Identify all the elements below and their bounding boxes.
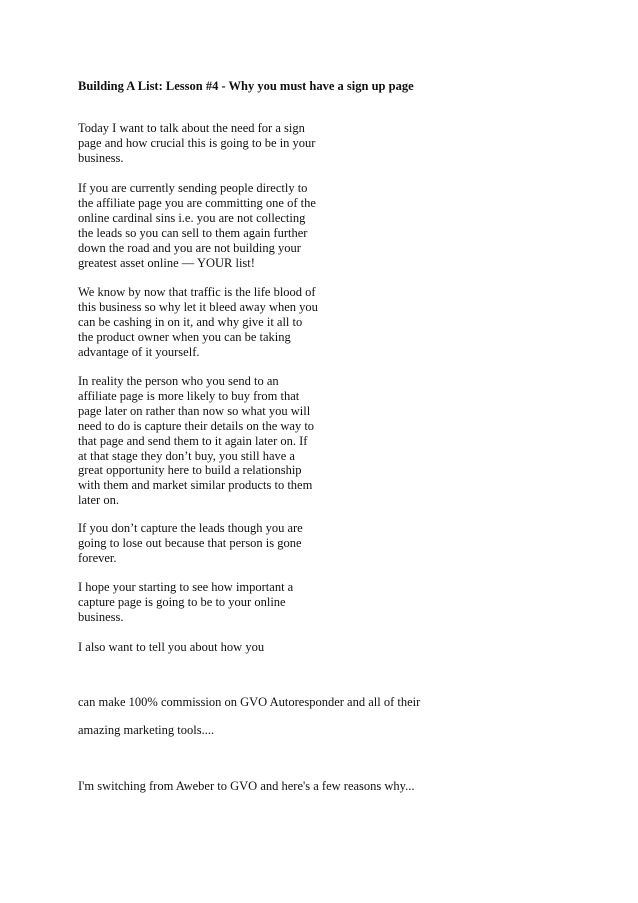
paragraph-line: can make 100% commission on GVO Autoresponder and all of their [78,695,421,709]
paragraph-line: the affiliate page you are committing one of the [78,195,316,210]
paragraph [78,285,318,360]
paragraph-line: advantage of it yourself. [78,344,200,359]
paragraph-line: greatest asset online — YOUR list! [78,255,255,270]
paragraph [78,695,420,710]
paragraph-line: going to lose out because that person is gone [78,535,302,550]
paragraph-line: online cardinal sins i.e. you are not collecting [78,210,306,225]
paragraph-line: We know by now that traffic is the life blood of [78,285,316,299]
paragraph-line: capture page is going to be to your online [78,594,286,609]
paragraph-line: I hope your starting to see how important a [78,580,294,594]
paragraph-line: amazing marketing tools.... [78,723,215,737]
paragraph [78,121,315,166]
paragraph-line: business. [78,150,124,165]
paragraph-line: In reality the person who you send to an [78,374,279,388]
paragraph [78,374,314,508]
paragraph [78,723,214,738]
paragraph-line: great opportunity here to build a relationship [78,463,302,478]
paragraph-line: business. [78,609,124,624]
paragraph-line: page later on rather than now so what you will [78,403,311,418]
paragraph-line: down the road and you are not building your [78,240,301,255]
paragraph-line: Today I want to talk about the need for a sign [78,121,305,135]
document-title: Building A List: Lesson #4 - Why you must have a sign up page [78,79,414,93]
paragraph-line: need to do is capture their details on the way to [78,418,315,433]
paragraph-line: that page and send them to it again later on. If [78,433,308,448]
paragraph [78,181,316,270]
paragraph-line: at that stage they don’t buy, you still have a [78,448,295,463]
paragraph-line: page and how crucial this is going to be in your [78,135,316,150]
paragraph-line: later on. [78,493,119,508]
paragraph [78,521,303,566]
paragraph-line: If you don’t capture the leads though you are [78,521,303,535]
paragraph-line: the product owner when you can be taking [78,329,291,344]
paragraph-line: the leads so you can sell to them again further [78,225,308,240]
paragraph [78,640,264,655]
paragraph-line: with them and market similar products to them [78,478,313,493]
paragraph-line: I'm switching from Aweber to GVO and here's a few reasons why... [78,779,415,793]
paragraph-line: I also want to tell you about how you [78,640,265,654]
paragraph-line: forever. [78,550,117,565]
paragraph [78,779,415,794]
paragraph [78,580,293,625]
paragraph-line: affiliate page is more likely to buy from that [78,388,300,403]
paragraph-line: this business so why let it bleed away when you [78,299,318,314]
paragraph-line: If you are currently sending people directly to [78,181,308,195]
paragraph-line: can be cashing in on it, and why give it all to [78,314,303,329]
